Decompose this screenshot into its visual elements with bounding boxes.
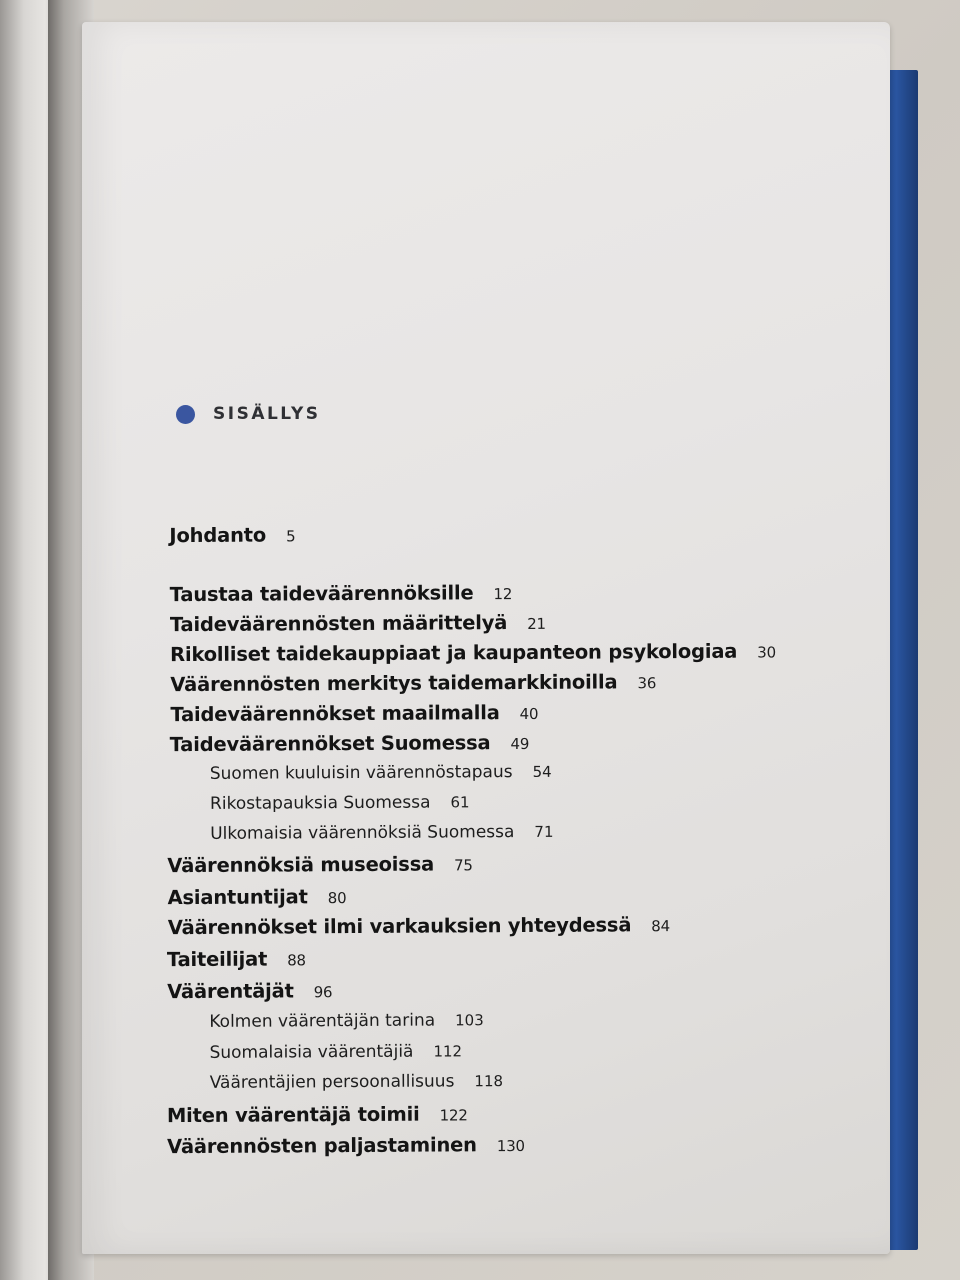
toc-entry-title: Taiteilijat [166,947,268,972]
toc-entry-page: 130 [496,1136,525,1156]
toc-entry-title: Väärentäjät [167,979,294,1004]
toc-entry-title: Taideväärennökset maailmalla [170,701,500,727]
toc-entry [170,611,546,636]
toc-entry-page: 103 [455,1011,484,1030]
toc-entry [170,670,656,696]
toc-entry [167,947,306,971]
toc-entry-title: Rikolliset taidekauppiaat ja kaupanteon psykologiaa [170,639,738,667]
toc-entry-page: 96 [313,983,333,1002]
toc-entry-page: 122 [439,1106,468,1125]
toc-subentry [210,1071,503,1093]
toc-entry [170,581,513,606]
toc-entry [168,913,670,939]
toc-entry-title: Väärennösten merkitys taidemarkkinoilla [170,670,618,697]
toc-entry [167,1102,468,1127]
toc-entry-title: Taideväärennökset Suomessa [169,731,491,757]
toc-entry-title: Kolmen väärentäjän tarina [209,1010,436,1032]
toc-entry-page: 21 [527,614,546,633]
toc-entry-page: 118 [474,1072,504,1091]
toc-entry-title: Taideväärennösten määrittelyä [169,611,508,637]
toc-subentry [210,762,552,784]
toc-entry-title: Ulkomaisia väärennöksiä Suomessa [210,822,515,844]
toc-entry-page: 112 [433,1042,463,1061]
toc-subentry [209,1010,484,1032]
toc-entry-title: Asiantuntijat [167,885,308,910]
toc-entry-title: Väärennöksiä museoissa [167,852,435,878]
toc-entry-page: 12 [493,585,513,604]
toc-entry [170,639,776,666]
toc-entry [168,885,347,909]
toc-entry-page: 54 [532,762,552,781]
toc-entry-page: 71 [534,822,554,841]
toc-title: SISÄLLYS [213,404,321,424]
toc-entry-page: 80 [327,889,347,908]
toc-entry-page: 75 [453,856,473,875]
toc-entry-title: Väärentäjien persoonallisuus [209,1071,455,1093]
toc-entry [167,1133,525,1158]
toc-entry-title: Väärennökset ilmi varkauksien yhteydessä [167,913,632,940]
toc-entry-title: Väärennösten paljastaminen [167,1133,477,1159]
toc-entry-page: 36 [637,674,657,693]
toc-entry-page: 5 [285,527,296,546]
toc-entry [169,523,295,547]
toc-entry-page: 49 [510,734,530,754]
toc-entry-page: 84 [651,917,670,936]
toc-entry [167,979,332,1003]
toc-subentry [209,1041,462,1063]
toc-entry-page: 30 [757,643,776,662]
toc-subentry [210,792,470,814]
toc-entry-title: Suomen kuuluisin väärennöstapaus [209,762,513,784]
toc-entry-title: Rikostapauksia Suomessa [209,792,431,814]
toc-entry-page: 40 [519,704,539,724]
toc-entry [170,731,530,756]
toc-entry-title: Johdanto [169,523,267,548]
toc-entry-page: 88 [287,951,306,970]
toc-entry-title: Suomalaisia väärentäjiä [209,1041,414,1063]
toc-entry [170,701,538,726]
toc-subentry [210,822,553,844]
toc-entry-page: 61 [450,793,470,812]
toc-entry [167,852,472,877]
toc-entry-title: Taustaa taideväärennöksille [169,581,474,607]
toc-entry-title: Miten väärentäjä toimii [166,1102,420,1128]
